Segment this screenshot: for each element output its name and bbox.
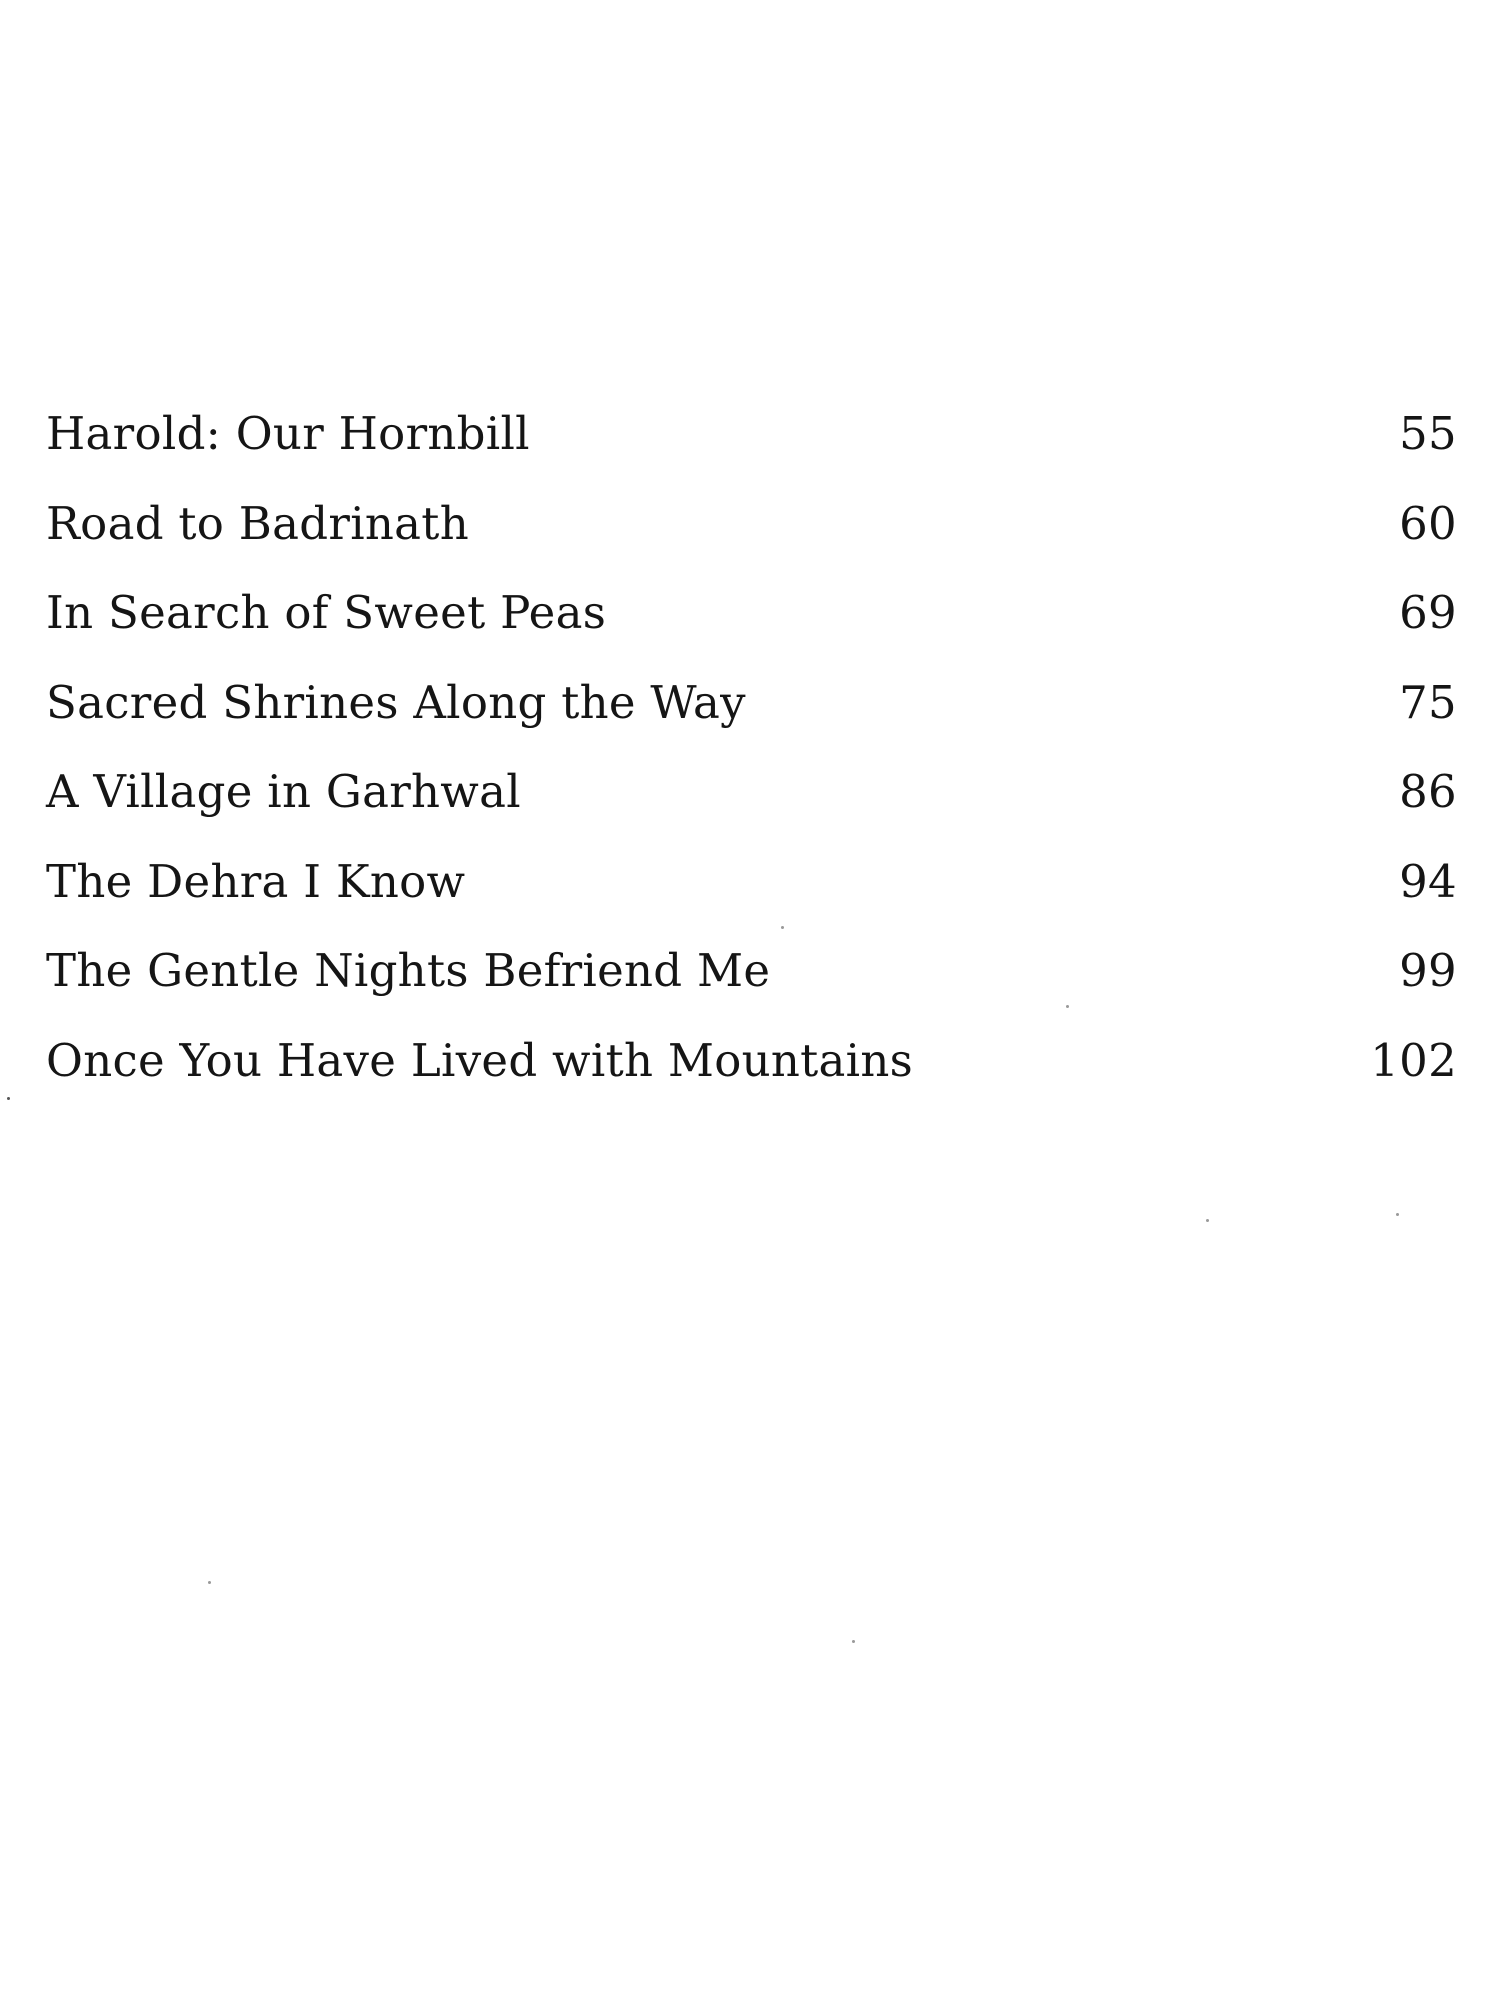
toc-entry-page-number: 102 bbox=[1370, 1033, 1457, 1087]
paper-speck bbox=[1206, 1219, 1209, 1222]
toc-entry-title: The Gentle Nights Befriend Me bbox=[46, 944, 771, 997]
toc-entry-title: Sacred Shrines Along the Way bbox=[46, 675, 746, 729]
toc-entry-once-you-have-lived-with-mountains bbox=[46, 1016, 1457, 1106]
toc-entry-page-number: 69 bbox=[1399, 586, 1457, 639]
toc-entry-in-search-of-sweet-peas bbox=[46, 568, 1457, 658]
paper-speck bbox=[1066, 1005, 1069, 1008]
toc-entry-title: In Search of Sweet Peas bbox=[46, 586, 607, 639]
toc-entry-title: A Village in Garhwal bbox=[46, 765, 521, 818]
paper-speck bbox=[781, 926, 784, 929]
paper-speck bbox=[1396, 1213, 1399, 1216]
toc-entry-title: Once You Have Lived with Mountains bbox=[46, 1033, 914, 1087]
paper-speck bbox=[208, 1581, 211, 1584]
toc-entry-page-number: 75 bbox=[1399, 675, 1457, 729]
paper-speck bbox=[7, 1097, 10, 1100]
toc-entry-page-number: 86 bbox=[1399, 765, 1457, 818]
toc-entry-page-number: 60 bbox=[1399, 496, 1457, 550]
toc-entry-title: Harold: Our Hornbill bbox=[46, 407, 530, 460]
table-of-contents bbox=[46, 389, 1457, 1105]
toc-entry-sacred-shrines-along-the-way bbox=[46, 658, 1457, 748]
toc-entry-the-dehra-i-know bbox=[46, 837, 1457, 927]
toc-entry-page-number: 55 bbox=[1399, 407, 1457, 460]
toc-entry-a-village-in-garhwal bbox=[46, 747, 1457, 837]
toc-entry-title: Road to Badrinath bbox=[46, 496, 469, 550]
toc-entry-page-number: 99 bbox=[1399, 944, 1457, 997]
toc-entry-the-gentle-nights-befriend-me bbox=[46, 926, 1457, 1016]
toc-entry-road-to-badrinath bbox=[46, 479, 1457, 569]
toc-entry-title: The Dehra I Know bbox=[46, 854, 466, 908]
paper-speck bbox=[852, 1640, 855, 1643]
toc-entry-harold-our-hornbill bbox=[46, 389, 1457, 479]
toc-entry-page-number: 94 bbox=[1399, 854, 1457, 908]
